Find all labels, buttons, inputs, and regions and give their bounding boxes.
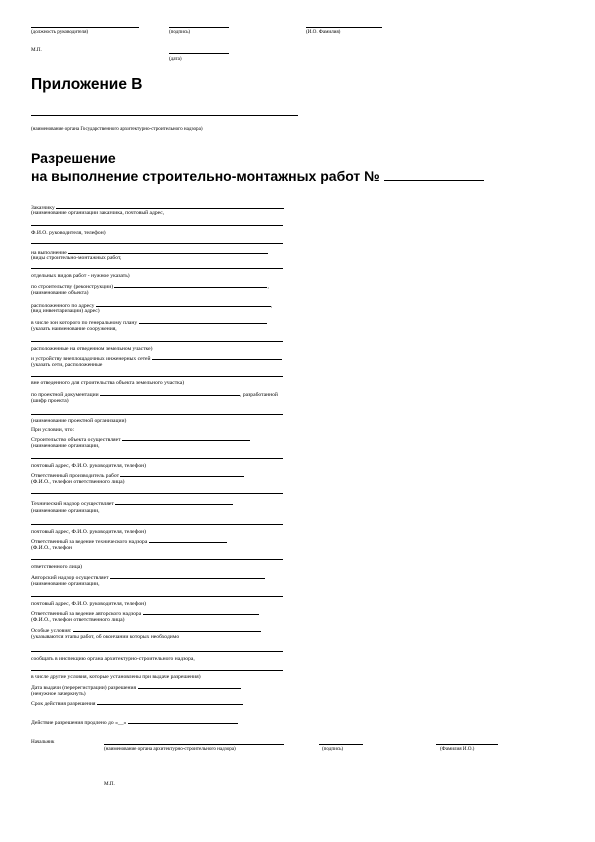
- general-plan-field[interactable]: [139, 318, 267, 324]
- form-line: почтовый адрес, Ф.И.О. руководителя, телефон): [31, 601, 147, 607]
- blank-line: [31, 524, 283, 525]
- signature-line: [169, 27, 229, 28]
- form-line: (Ф.И.О., телефон ответственного лица): [31, 479, 125, 485]
- comma: ,: [267, 284, 269, 290]
- blank-line: [31, 493, 283, 494]
- form-line: (наименование организации,: [31, 443, 100, 449]
- footer-stamp-label: М.П.: [104, 781, 115, 787]
- form-line: в числе другие условия, которые установлены при выдаче разрешения): [31, 674, 201, 680]
- name-line: [306, 27, 382, 28]
- form-line: почтовый адрес, Ф.И.О. руководителя, телефон): [31, 529, 147, 535]
- form-line: Дата выдачи (перерегистрации) разрешения: [31, 685, 137, 691]
- blank-line: [31, 596, 283, 597]
- form-line: Ф.И.О. руководителя, телефон): [31, 230, 106, 236]
- form-line: Особые условия:: [31, 628, 72, 634]
- builder-field[interactable]: [122, 435, 250, 441]
- form-line: (наименование объекта): [31, 290, 89, 296]
- works-field[interactable]: [68, 248, 268, 254]
- issue-date-field[interactable]: [138, 683, 241, 689]
- developer-suffix: , разработанной: [240, 392, 278, 398]
- signature-line: [319, 744, 363, 745]
- extension-field[interactable]: [128, 718, 238, 724]
- footer-authority-caption: (наименование органа архитектурно-строительного надзора): [104, 746, 236, 752]
- form-line: вне отведенного для строительства объекта земельного участка): [31, 380, 185, 386]
- position-line: [31, 27, 139, 28]
- form-line: (виды строительно-монтажных работ,: [31, 255, 122, 261]
- validity-field[interactable]: [97, 699, 243, 705]
- chief-label: Начальник: [31, 739, 55, 745]
- form-line: (Ф.И.О., телефон ответственного лица): [31, 617, 125, 623]
- works-manager-field[interactable]: [120, 471, 244, 477]
- form-line: сообщать в инспекцию органа архитектурно-строительного надзора,: [31, 656, 195, 662]
- form-line: расположенные на отведенном земельном участке): [31, 346, 153, 352]
- form-line: (ненужное зачеркнуть): [31, 691, 86, 697]
- date-line: [169, 53, 229, 54]
- permit-title-line2: [31, 167, 484, 185]
- form-line: и устройству внеплощадочных инженерных сетей: [31, 356, 151, 362]
- blank-line: [31, 559, 283, 560]
- form-line: ответственного лица): [31, 564, 83, 570]
- form-line: Ответственный за ведение авторского надзора: [31, 611, 142, 617]
- form-line: (наименование организации,: [31, 508, 100, 514]
- permit-title-line1: Разрешение: [31, 150, 116, 166]
- blank-line: [31, 376, 283, 377]
- tech-supervision-field[interactable]: [115, 499, 233, 505]
- form-line: (наименование проектной организации): [31, 418, 127, 424]
- form-line: (Ф.И.О., телефон: [31, 545, 73, 551]
- form-line: (указать сети, расположенные: [31, 362, 103, 368]
- name-caption: (И.О. Фамилия): [306, 29, 341, 35]
- form-line: (наименование организации заказчика, почтовый адрес,: [31, 210, 165, 216]
- footer-signature-caption: (подпись): [322, 746, 344, 752]
- form-line: Авторский надзор осуществляет: [31, 575, 109, 581]
- author-supervisor-field[interactable]: [143, 609, 259, 615]
- form-line: Ответственный за ведение технического надзора: [31, 539, 148, 545]
- authority-line: [31, 115, 298, 116]
- form-line: в числе зон которого по генеральному плану: [31, 320, 138, 326]
- blank-line: [31, 268, 283, 269]
- form-line: по строительству (реконструкции): [31, 284, 114, 290]
- address-field[interactable]: [96, 301, 271, 307]
- blank-line: [31, 225, 283, 226]
- object-field[interactable]: [114, 282, 267, 288]
- form-line: по проектной документации: [31, 392, 99, 398]
- permit-title-line2-text: на выполнение строительно-монтажных работ №: [31, 168, 380, 184]
- form-line: (наименование организации,: [31, 581, 100, 587]
- stamp-label: М.П.: [31, 47, 42, 53]
- comma: ,: [270, 303, 273, 309]
- tech-supervisor-field[interactable]: [149, 537, 227, 543]
- form-line: (указать наименование сооружения,: [31, 326, 117, 332]
- form-line: (шифр проекта): [31, 398, 69, 404]
- form-line: Действие разрешения продлено до «__»: [31, 720, 127, 726]
- networks-field[interactable]: [152, 354, 282, 360]
- blank-line: [31, 670, 283, 671]
- form-line: почтовый адрес, Ф.И.О. руководителя, телефон): [31, 463, 147, 469]
- name-line: [436, 744, 498, 745]
- authority-sign-line: [104, 744, 284, 745]
- blank-line: [31, 341, 283, 342]
- form-line: расположенного по адресу: [31, 303, 95, 309]
- footer-name-caption: (Фамилия И.О.): [440, 746, 475, 752]
- blank-line: [31, 458, 283, 459]
- permit-number-field[interactable]: [384, 170, 484, 181]
- customer-field[interactable]: [56, 203, 284, 209]
- form-line: на выполнение: [31, 250, 67, 256]
- blank-line: [31, 414, 283, 415]
- form-line: При условии, что:: [31, 427, 75, 433]
- signature-caption: (подпись): [169, 29, 191, 35]
- permit-title: [31, 149, 484, 185]
- blank-line: [31, 651, 283, 652]
- documentation-field[interactable]: [100, 390, 240, 396]
- blank-line: [31, 243, 283, 244]
- form-line: (указываются этапы работ, об окончании которых необходимо: [31, 634, 180, 640]
- form-line: (вид инвентаризации) адрес): [31, 308, 100, 314]
- special-conditions-field[interactable]: [73, 626, 261, 632]
- form-line: Технический надзор осуществляет: [31, 501, 114, 507]
- authority-caption: (наименование органа Государственного архитектурно-строительного надзора): [31, 126, 203, 132]
- form-line: Строительство объекта осуществляет: [31, 437, 121, 443]
- date-caption: (дата): [169, 56, 182, 62]
- author-supervision-field[interactable]: [110, 573, 265, 579]
- form-line: Срок действия разрешения: [31, 701, 96, 707]
- form-line: Ответственный производитель работ: [31, 473, 120, 479]
- form-line: Заказчику: [31, 205, 55, 211]
- position-caption: (должность руководителя): [31, 29, 89, 35]
- form-line: отдельных видов работ - нужное указать): [31, 273, 130, 279]
- appendix-title: Приложение В: [31, 76, 143, 93]
